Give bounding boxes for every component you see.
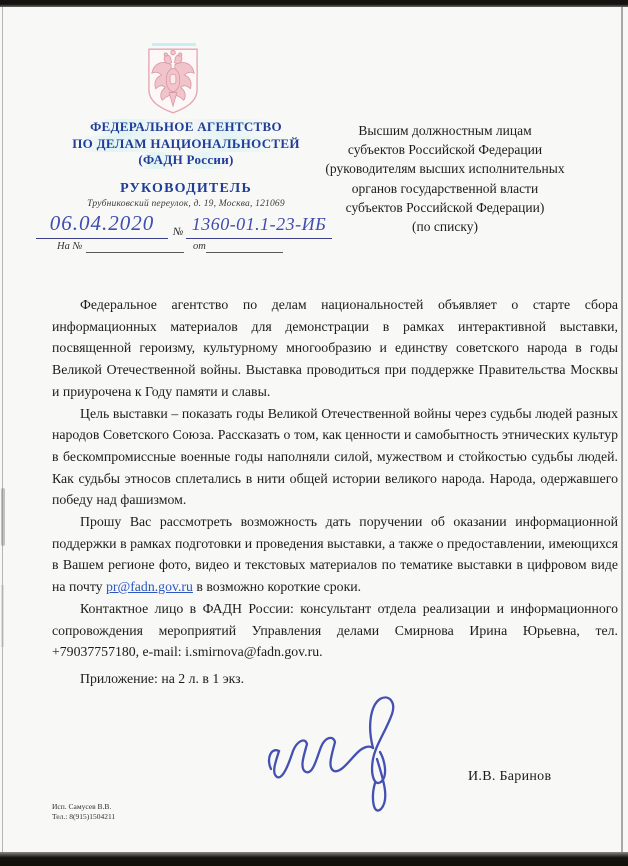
scan-artifact (152, 43, 196, 46)
coat-of-arms-icon (146, 47, 200, 115)
sender-role: РУКОВОДИТЕЛЬ (120, 181, 252, 196)
scan-edge-top (0, 0, 628, 7)
reply-to-label: На № (57, 241, 83, 252)
executor-phone: Тел.: 8(915)1504211 (52, 811, 116, 821)
paragraph-3-text: Прошу Вас рассмотреть возможность дать поручении об оказании информационной поддержки в рамках подготовки и проведения выставки, а также о предоставлении, имеющихся в Вашем регионе фото, видео и текстовых материалов по тематике выставки в цифровом виде на почту (52, 514, 618, 595)
recipient-block (316, 121, 574, 236)
body-paragraph-3 (52, 511, 618, 598)
scan-edge-right (621, 7, 623, 852)
letter-body (52, 294, 618, 663)
body-paragraph-4: Контактное лицо в ФАДН России: консультант отдела реализации и информационного сопровождения мероприятий Управления делами Смирнова Ирина Юрьевна, тел. +79037757180, e-mail: i.smirnova@fadn.gov.ru. (52, 600, 618, 660)
agency-line-3: (ФАДН России) (138, 152, 234, 167)
recipient-line: (по списку) (412, 219, 478, 235)
body-paragraph-2: Цель выставки – показать годы Великой Отечественной войны через судьбы людей разных народов Советского Союза. Рассказать о том, как ценности и самобытность этнических культур в бескомпромиссные военные годы наполняли силой, мужеством и стойкостью судьбы людей. Как судьбы этносов сплетались в нити общей истории великого народа. Народа, одержавшего победу над фашизмом. (52, 405, 618, 508)
agency-line-2: ПО ДЕЛАМ НАЦИОНАЛЬНОСТЕЙ (72, 135, 300, 151)
recipient-line: субъектов Российской Федерации) (345, 199, 545, 215)
signer-name: И.В. Баринов (468, 769, 552, 784)
recipient-line: Высшим должностным лицам (358, 123, 532, 138)
sender-address: Трубниковский переулок, д. 19, Москва, 121069 (87, 199, 285, 209)
email-link[interactable]: pr@fadn.gov.ru (106, 579, 193, 595)
reply-date-blank-line (206, 241, 283, 253)
attachment-line: Приложение: на 2 л. в 1 экз. (80, 671, 245, 686)
reply-number-blank-line (86, 241, 184, 253)
body-paragraph-1: Федеральное агентство по делам национальностей объявляет о старте сбора информационных материалов для демонстрации в рамках интерактивной выставки, посвященной героизму, культурному многообразию и единству советского народа в годы Великой Отечественной войны. Выставка проводиться при поддержке Правительства Москвы и приурочена к Году памяти и славы. (52, 297, 618, 399)
reply-from-label: от (193, 241, 206, 252)
scan-edge-left (2, 7, 3, 852)
agency-line-1: ФЕДЕРАЛЬНОЕ АГЕНТСТВО (90, 119, 282, 134)
number-sign: № (173, 226, 184, 238)
paragraph-3-text: в возможно короткие сроки. (192, 579, 362, 595)
executor-block (52, 802, 115, 821)
scan-edge-bottom (0, 852, 628, 866)
recipient-line: (руководителям высших исполнительных (325, 161, 565, 177)
scan-smudge (1, 585, 4, 647)
executor-name: Исп. Самусев В.В. (52, 802, 112, 811)
agency-name (36, 119, 336, 169)
handwritten-number: 1360-01.1-23-ИБ (186, 214, 332, 239)
recipient-line: органов государственной власти (351, 180, 539, 196)
recipient-line: субъектов Российской Федерации (347, 142, 543, 158)
scan-smudge (1, 488, 5, 546)
signature-icon (263, 691, 408, 819)
handwritten-date: 06.04.2020 (36, 211, 168, 239)
